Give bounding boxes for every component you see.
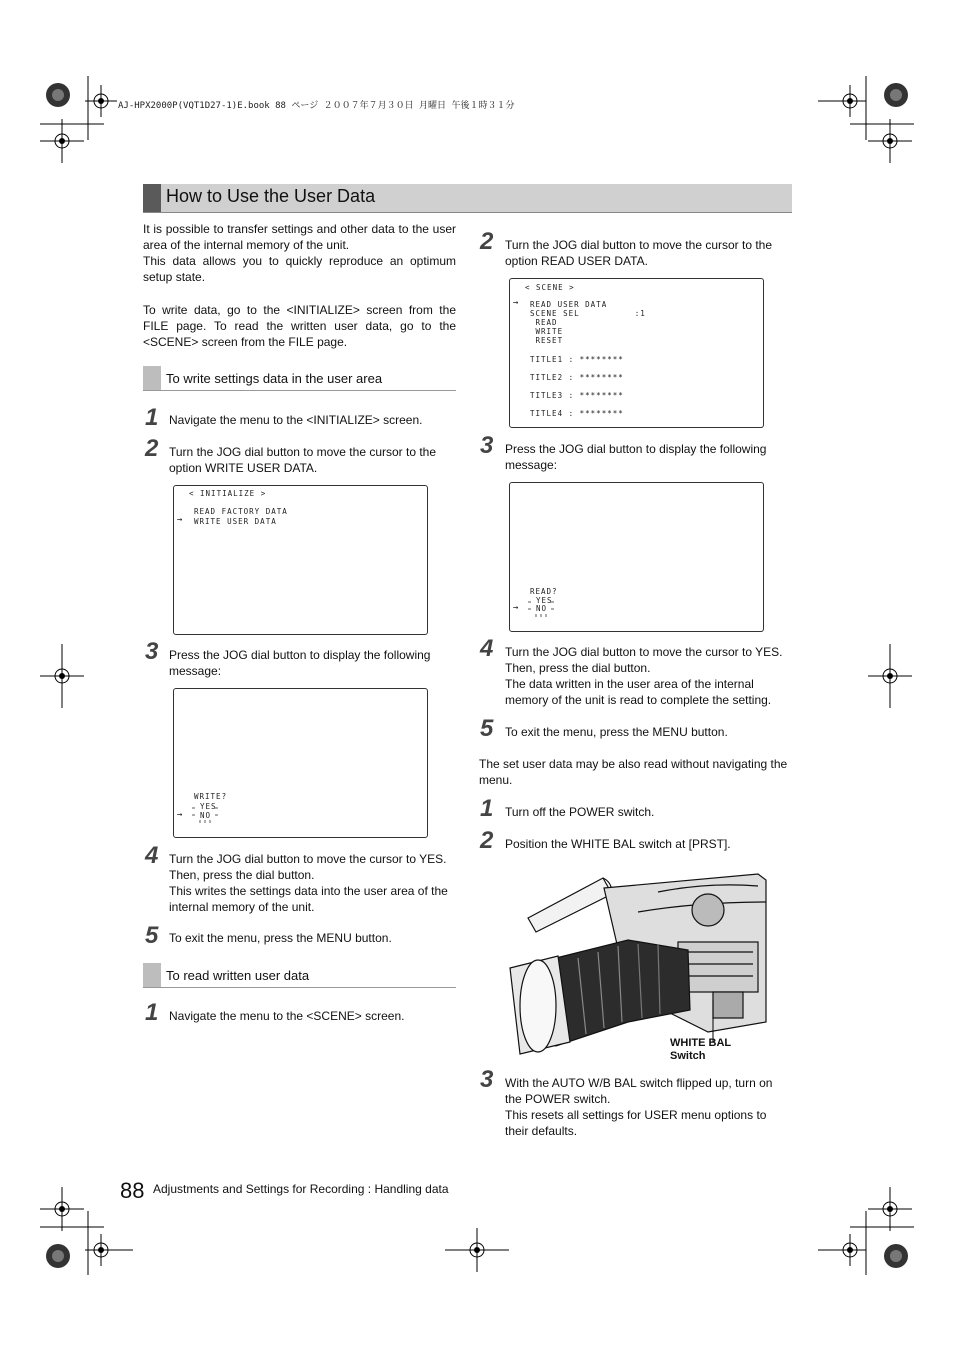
intro-text-b: This data allows you to quickly reproduce an optimum setup state.: [143, 254, 456, 284]
menu-screen-read-confirm: [509, 482, 764, 632]
step-text-a: Turn the JOG dial button to move the cursor to YES. Then, press the dial button.: [169, 852, 447, 882]
menu-screen-write-confirm: [173, 688, 428, 838]
menu-screen-scene: [509, 278, 764, 428]
page-title: How to Use the User Data: [166, 186, 376, 206]
screen-prompt: READ?: [530, 587, 558, 596]
step-text-b: The data written in the user area of the internal memory of the unit is read to complete the setting.: [505, 677, 772, 707]
screen-title: < INITIALIZE >: [189, 489, 267, 498]
step-number: 1: [480, 795, 494, 822]
screen-line: TITLE3 : ********: [530, 391, 624, 400]
print-header: AJ-HPX2000P(VQT1D27-1)E.book 88 ページ ２００７年７月３０日 月曜日 午後１時３１分: [118, 101, 515, 111]
screen-line: READ: [530, 318, 558, 327]
step-number: 2: [480, 228, 494, 255]
step-number: 2: [480, 827, 494, 854]
step-text: [505, 644, 792, 708]
screen-line: WRITE USER DATA: [194, 517, 277, 526]
menu-screen-initialize: [173, 485, 428, 635]
step-number: 4: [480, 635, 494, 662]
step-text: Navigate the menu to the <INITIALIZE> screen.: [169, 413, 423, 427]
subsection-heading: To read written user data: [166, 968, 310, 983]
cursor-arrow-icon: →: [177, 515, 183, 525]
subsection-heading: To write settings data in the user area: [166, 371, 383, 386]
step-number: 2: [145, 435, 159, 462]
screen-line: SCENE SEL :1: [530, 309, 646, 318]
step-number: 1: [145, 404, 159, 431]
step-text: Turn off the POWER switch.: [505, 805, 655, 819]
subsection-tab: [143, 963, 161, 987]
step-text: Turn the JOG dial button to move the cursor to the option READ USER DATA.: [505, 238, 773, 268]
intro-text-a: It is possible to transfer settings and other data to the user area of the internal memory of the unit.: [143, 222, 456, 252]
step-number: 3: [145, 638, 159, 665]
step-number: 5: [145, 922, 159, 949]
step-text-b: This writes the settings data into the user area of the internal memory of the unit.: [169, 884, 448, 914]
banner-tab: [143, 184, 161, 212]
screen-line: TITLE4 : ********: [530, 409, 624, 418]
step-text: [169, 851, 457, 915]
step-number: 3: [480, 432, 494, 459]
screen-option-no: NO: [200, 811, 212, 820]
screen-line: TITLE2 : ********: [530, 373, 624, 382]
step-text: Position the WHITE BAL switch at [PRST].: [505, 837, 731, 851]
screen-title: < SCENE >: [525, 283, 575, 292]
intro-paragraph-2: To write data, go to the <INITIALIZE> screen from the FILE page. To read the written user data, go to the <SCENE> screen from the FILE page.: [143, 303, 456, 349]
step-text: Press the JOG dial button to display the following message:: [505, 442, 767, 472]
step-text-a: With the AUTO W/B BAL switch flipped up, turn on the POWER switch.: [505, 1076, 773, 1106]
screen-line: READ USER DATA: [530, 300, 608, 309]
step-text-a: Turn the JOG dial button to move the cursor to YES. Then, press the dial button.: [505, 645, 783, 675]
subsection-write: [143, 366, 456, 391]
step-text: Turn the JOG dial button to move the cursor to the option WRITE USER DATA.: [169, 445, 437, 475]
caption-line: Switch: [670, 1050, 706, 1062]
intro-paragraph-1: [143, 221, 456, 285]
screen-line: READ FACTORY DATA: [194, 507, 288, 516]
step-number: 3: [480, 1066, 494, 1093]
screen-option-yes: YES: [536, 596, 553, 605]
alt-intro-paragraph: The set user data may be also read without navigating the menu.: [479, 757, 788, 787]
cursor-arrow-icon: →: [513, 298, 519, 308]
cursor-arrow-icon: →: [177, 810, 183, 820]
screen-line: RESET: [530, 336, 564, 345]
screen-line: WRITE: [530, 327, 564, 336]
blink-indicator-icon: [526, 596, 556, 618]
section-banner: [143, 184, 792, 213]
screen-line: TITLE1 : ********: [530, 355, 624, 364]
white-bal-caption: [670, 1037, 731, 1063]
step-text: [505, 1075, 792, 1139]
step-number: 4: [145, 842, 159, 869]
screen-option-no: NO: [536, 604, 548, 613]
step-text: To exit the menu, press the MENU button.: [505, 725, 728, 739]
step-text-b: This resets all settings for USER menu options to their defaults.: [505, 1108, 767, 1138]
camera-illustration: [508, 872, 770, 1062]
step-text: To exit the menu, press the MENU button.: [169, 931, 392, 945]
page-number: 88: [120, 1178, 145, 1203]
screen-option-yes: YES: [200, 802, 217, 811]
step-number: 1: [145, 999, 159, 1026]
step-text: Press the JOG dial button to display the following message:: [169, 648, 431, 678]
subsection-read: [143, 963, 456, 988]
footer-text: Adjustments and Settings for Recording : Handling data: [153, 1182, 449, 1196]
screen-prompt: WRITE?: [194, 792, 228, 801]
blink-indicator-icon: [190, 802, 220, 824]
cursor-arrow-icon: →: [513, 603, 519, 613]
step-text: Navigate the menu to the <SCENE> screen.: [169, 1009, 405, 1023]
step-number: 5: [480, 715, 494, 742]
caption-line: WHITE BAL: [670, 1037, 732, 1049]
subsection-tab: [143, 366, 161, 390]
